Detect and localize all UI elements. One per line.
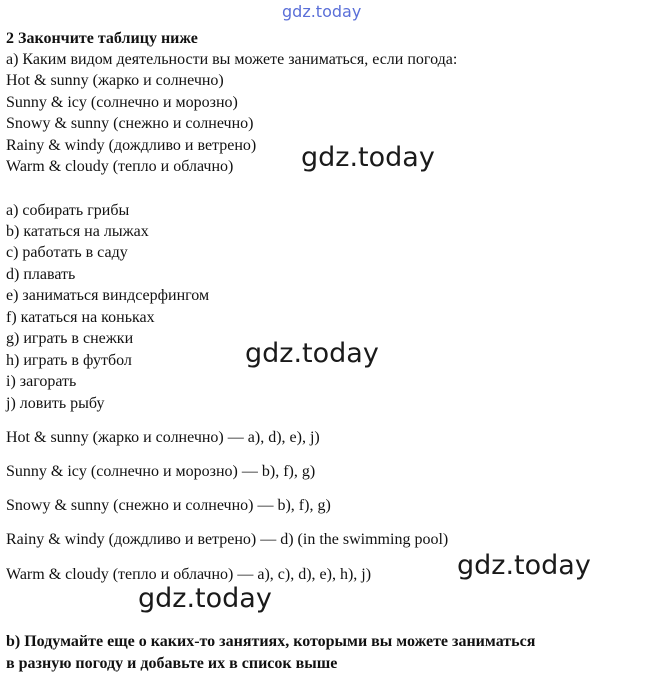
weather-item: Hot & sunny (жарко и солнечно) — [6, 72, 224, 89]
activity-item: c) работать в саду — [6, 244, 128, 261]
answer-line: Rainy & windy (дождливо и ветрено) — d) (in the swimming pool) — [6, 531, 449, 548]
answer-line: Snowy & sunny (снежно и солнечно) — b), f), g) — [6, 497, 331, 514]
weather-item: Warm & cloudy (тепло и облачно) — [6, 158, 234, 175]
question-a: a) Каким видом деятельности вы можете заниматься, если погода: — [6, 51, 458, 68]
question-b-line2: в разную погоду и добавьте их в список выше — [6, 655, 338, 672]
activity-item: g) играть в снежки — [6, 330, 134, 347]
activity-item: a) собирать грибы — [6, 202, 130, 219]
question-b-line1: b) Подумайте еще о каких-то занятиях, которыми вы можете заниматься — [6, 633, 536, 650]
watermark-4: gdz.today — [138, 583, 272, 614]
activity-item: i) загорать — [6, 373, 77, 390]
activity-item: e) заниматься виндсерфингом — [6, 287, 210, 304]
watermark-3: gdz.today — [457, 550, 591, 581]
weather-item: Sunny & icy (солнечно и морозно) — [6, 94, 238, 111]
activity-item: d) плавать — [6, 266, 76, 283]
answer-line: Sunny & icy (солнечно и морозно) — b), f), g) — [6, 463, 316, 480]
weather-item: Rainy & windy (дождливо и ветрено) — [6, 137, 257, 154]
answer-line: Hot & sunny (жарко и солнечно) — a), d), e), j) — [6, 429, 320, 446]
activity-item: h) играть в футбол — [6, 352, 132, 369]
watermark-1: gdz.today — [301, 142, 435, 173]
watermark-2: gdz.today — [245, 338, 379, 369]
activity-item: b) кататься на лыжах — [6, 223, 149, 240]
activity-item: j) ловить рыбу — [6, 395, 105, 412]
activity-item: f) кататься на коньках — [6, 309, 155, 326]
answer-line: Warm & cloudy (тепло и облачно) — a), c), d), e), h), j) — [6, 566, 372, 583]
watermark-top: gdz.today — [282, 2, 362, 21]
weather-item: Snowy & sunny (снежно и солнечно) — [6, 115, 254, 132]
task-title: 2 Закончите таблицу ниже — [6, 30, 198, 47]
